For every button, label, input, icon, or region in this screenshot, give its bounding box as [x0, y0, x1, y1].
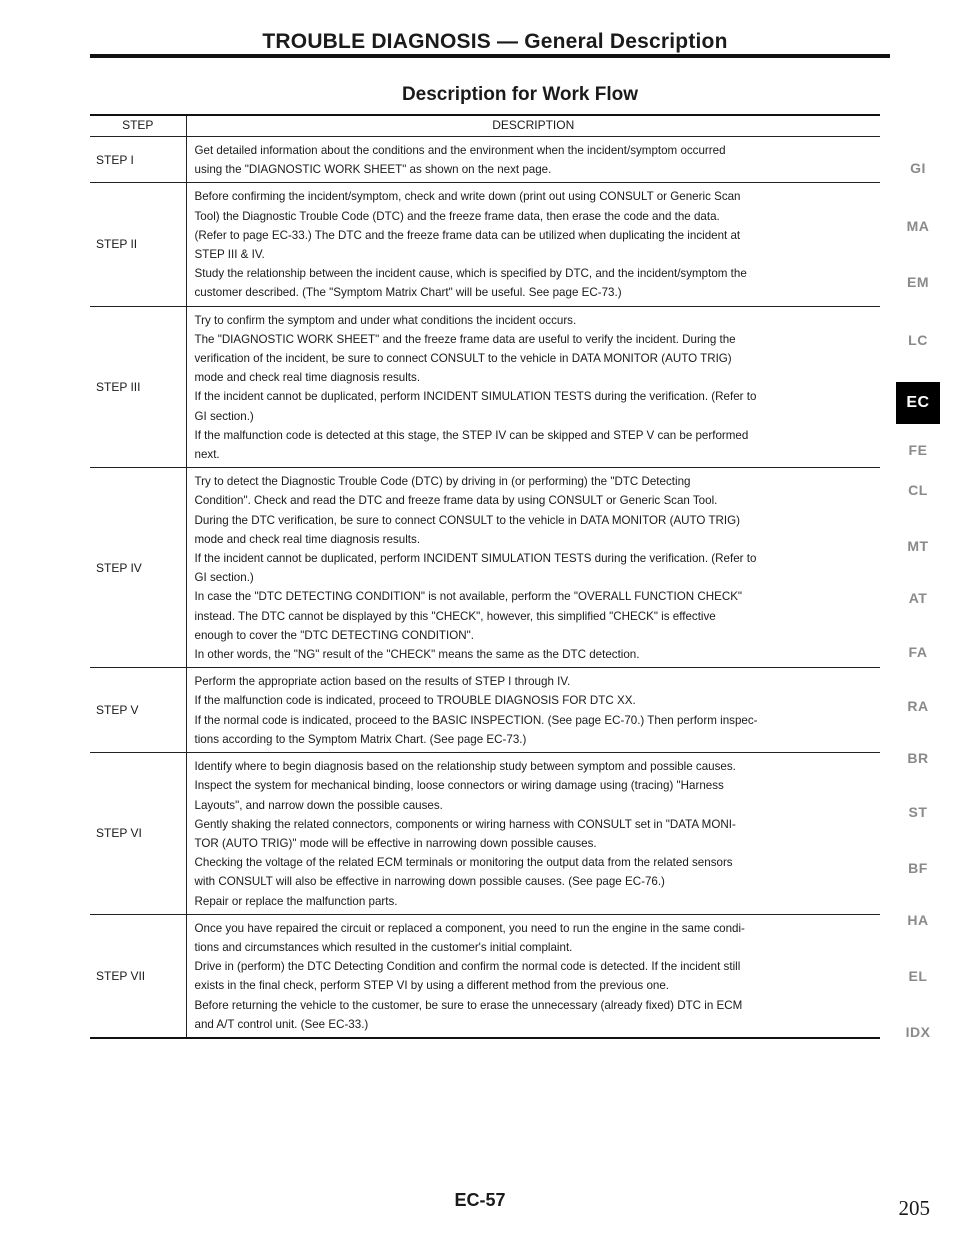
description-line: Drive in (perform) the DTC Detecting Condition and confirm the normal code is detected. If the incident still	[194, 960, 741, 974]
description-line: with CONSULT will also be effective in narrowing down possible causes. (See page EC-76.)	[194, 875, 665, 889]
page-code: EC-57	[454, 1190, 506, 1210]
description-line: Get detailed information about the conditions and the environment when the incident/symptom occurred	[194, 144, 726, 157]
description-line: tions and circumstances which resulted in the customer's initial complaint.	[194, 940, 573, 954]
description-line: STEP III & IV.	[194, 248, 265, 262]
step-label: STEP V	[90, 668, 186, 753]
header-rule	[90, 54, 890, 58]
description-line: tions according to the Symptom Matrix Chart. (See page EC-73.)	[194, 732, 527, 746]
description-line: enough to cover the "DTC DETECTING CONDITION".	[194, 628, 474, 642]
section-tab-ma[interactable]: MA	[906, 218, 930, 234]
step-label: STEP II	[90, 183, 186, 306]
description-line: If the incident cannot be duplicated, perform INCIDENT SIMULATION TESTS during the verification. (Refer to	[194, 390, 757, 404]
section-tab-br[interactable]: BR	[907, 750, 929, 766]
description-line: In case the "DTC DETECTING CONDITION" is not available, perform the "OVERALL FUNCTION CHECK"	[194, 590, 743, 604]
description-line: Try to confirm the symptom and under what conditions the incident occurs.	[194, 313, 577, 327]
step-description	[186, 753, 880, 915]
description-line: TOR (AUTO TRIG)" mode will be effective in narrowing down possible causes.	[194, 836, 597, 850]
description-line: The "DIAGNOSTIC WORK SHEET" and the freeze frame data are useful to verify the incident. During the	[194, 332, 736, 346]
description-line: In other words, the "NG" result of the "CHECK" means the same as the DTC detection.	[194, 648, 640, 662]
description-line: If the incident cannot be duplicated, perform INCIDENT SIMULATION TESTS during the verification. (Refer to	[194, 552, 757, 566]
step-description	[186, 137, 880, 183]
section-tab-em[interactable]: EM	[907, 274, 929, 290]
description-line: and A/T control unit. (See EC-33.)	[194, 1017, 369, 1031]
section-tab-lc[interactable]: LC	[908, 332, 928, 348]
section-tab-idx[interactable]: IDX	[905, 1024, 931, 1040]
step-description	[186, 668, 880, 753]
step-description	[186, 183, 880, 306]
column-header-description: DESCRIPTION	[186, 115, 880, 137]
description-line: customer described. (The "Symptom Matrix Chart" will be useful. See page EC-73.)	[194, 286, 622, 300]
description-line: Checking the voltage of the related ECM terminals or monitoring the output data from the related sensors	[194, 856, 733, 870]
section-tab-bf[interactable]: BF	[908, 860, 928, 876]
section-tab-st[interactable]: ST	[908, 804, 928, 820]
description-line: Inspect the system for mechanical binding, loose connectors or wiring damage using (tracing) "Harness	[194, 779, 724, 793]
section-tab-mt[interactable]: MT	[907, 538, 929, 554]
table-row	[90, 468, 880, 668]
table-row	[90, 668, 880, 753]
step-label: STEP III	[90, 306, 186, 468]
description-line: Perform the appropriate action based on the results of STEP I through IV.	[194, 675, 571, 689]
step-label: STEP VI	[90, 753, 186, 915]
table-row	[90, 306, 880, 468]
description-line: GI section.)	[194, 409, 254, 423]
table-header-row	[90, 115, 880, 137]
description-line: Repair or replace the malfunction parts.	[194, 894, 398, 908]
table-row	[90, 914, 880, 1038]
step-description	[186, 914, 880, 1038]
section-tab-fe[interactable]: FE	[908, 442, 928, 458]
section-tab-ha[interactable]: HA	[907, 912, 929, 928]
description-line: GI section.)	[194, 571, 254, 585]
section-tab-el[interactable]: EL	[908, 968, 928, 984]
description-line: next.	[194, 448, 220, 462]
step-label: STEP IV	[90, 468, 186, 668]
description-line: Gently shaking the related connectors, components or wiring harness with CONSULT set in "DATA MONI-	[194, 817, 736, 831]
description-line: instead. The DTC cannot be displayed by this "CHECK", however, this simplified "CHECK" is effective	[194, 609, 716, 623]
page-title: TROUBLE DIAGNOSIS — General Description	[262, 30, 728, 53]
description-line: using the "DIAGNOSTIC WORK SHEET" as shown on the next page.	[194, 163, 552, 177]
description-line: Before confirming the incident/symptom, check and write down (print out using CONSULT or Generic Scan	[194, 190, 741, 204]
section-tab-cl[interactable]: CL	[908, 482, 928, 498]
description-line: If the malfunction code is indicated, proceed to TROUBLE DIAGNOSIS FOR DTC XX.	[194, 694, 636, 708]
step-label: STEP VII	[90, 914, 186, 1038]
column-header-step: STEP	[90, 115, 186, 137]
description-line: Layouts", and narrow down the possible causes.	[194, 798, 443, 812]
description-line: Identify where to begin diagnosis based on the relationship study between symptom and possible causes.	[194, 760, 736, 774]
description-line: If the normal code is indicated, proceed to the BASIC INSPECTION. (See page EC-70.) Then perform inspec-	[194, 713, 758, 727]
table-body	[90, 137, 880, 1038]
section-tab-fa[interactable]: FA	[908, 644, 928, 660]
description-line: verification of the incident, be sure to connect CONSULT to the vehicle in DATA MONITOR (AUTO TRIG)	[194, 352, 732, 366]
description-line: If the malfunction code is detected at this stage, the STEP IV can be skipped and STEP V can be performed	[194, 428, 749, 442]
table-row	[90, 183, 880, 306]
description-line: Tool) the Diagnostic Trouble Code (DTC) and the freeze frame data, then erase the code and the data.	[194, 209, 720, 223]
section-tab-at[interactable]: AT	[908, 590, 928, 606]
work-flow-table	[90, 114, 880, 1039]
description-line: exists in the final check, perform STEP VI by using a different method from the previous one.	[194, 979, 670, 993]
description-line: (Refer to page EC-33.) The DTC and the freeze frame data can be utilized when duplicating the incident at	[194, 228, 741, 242]
table-row	[90, 753, 880, 915]
description-line: Condition". Check and read the DTC and freeze frame data by using CONSULT or Generic Scan Tool.	[194, 494, 718, 508]
page-number: 205	[898, 1196, 930, 1220]
description-line: Once you have repaired the circuit or replaced a component, you need to run the engine in the same condi-	[194, 921, 745, 935]
section-subtitle: Description for Work Flow	[401, 84, 639, 105]
step-label: STEP I	[90, 137, 186, 183]
description-line: During the DTC verification, be sure to connect CONSULT to the vehicle in DATA MONITOR (AUTO TRIG)	[194, 513, 741, 527]
description-line: Before returning the vehicle to the customer, be sure to erase the unnecessary (already fixed) DTC in ECM	[194, 998, 743, 1012]
description-line: Study the relationship between the incident cause, which is specified by DTC, and the incident/symptom the	[194, 267, 747, 281]
step-description	[186, 468, 880, 668]
description-line: Try to detect the Diagnostic Trouble Code (DTC) by driving in (or performing) the "DTC Detecting	[194, 475, 691, 489]
step-description	[186, 306, 880, 468]
section-tab-ec[interactable]: EC	[896, 382, 940, 424]
section-tab-gi[interactable]: GI	[910, 160, 926, 176]
description-line: mode and check real time diagnosis results.	[194, 532, 421, 546]
table-row	[90, 137, 880, 183]
section-tab-ra[interactable]: RA	[907, 698, 929, 714]
description-line: mode and check real time diagnosis results.	[194, 371, 421, 385]
